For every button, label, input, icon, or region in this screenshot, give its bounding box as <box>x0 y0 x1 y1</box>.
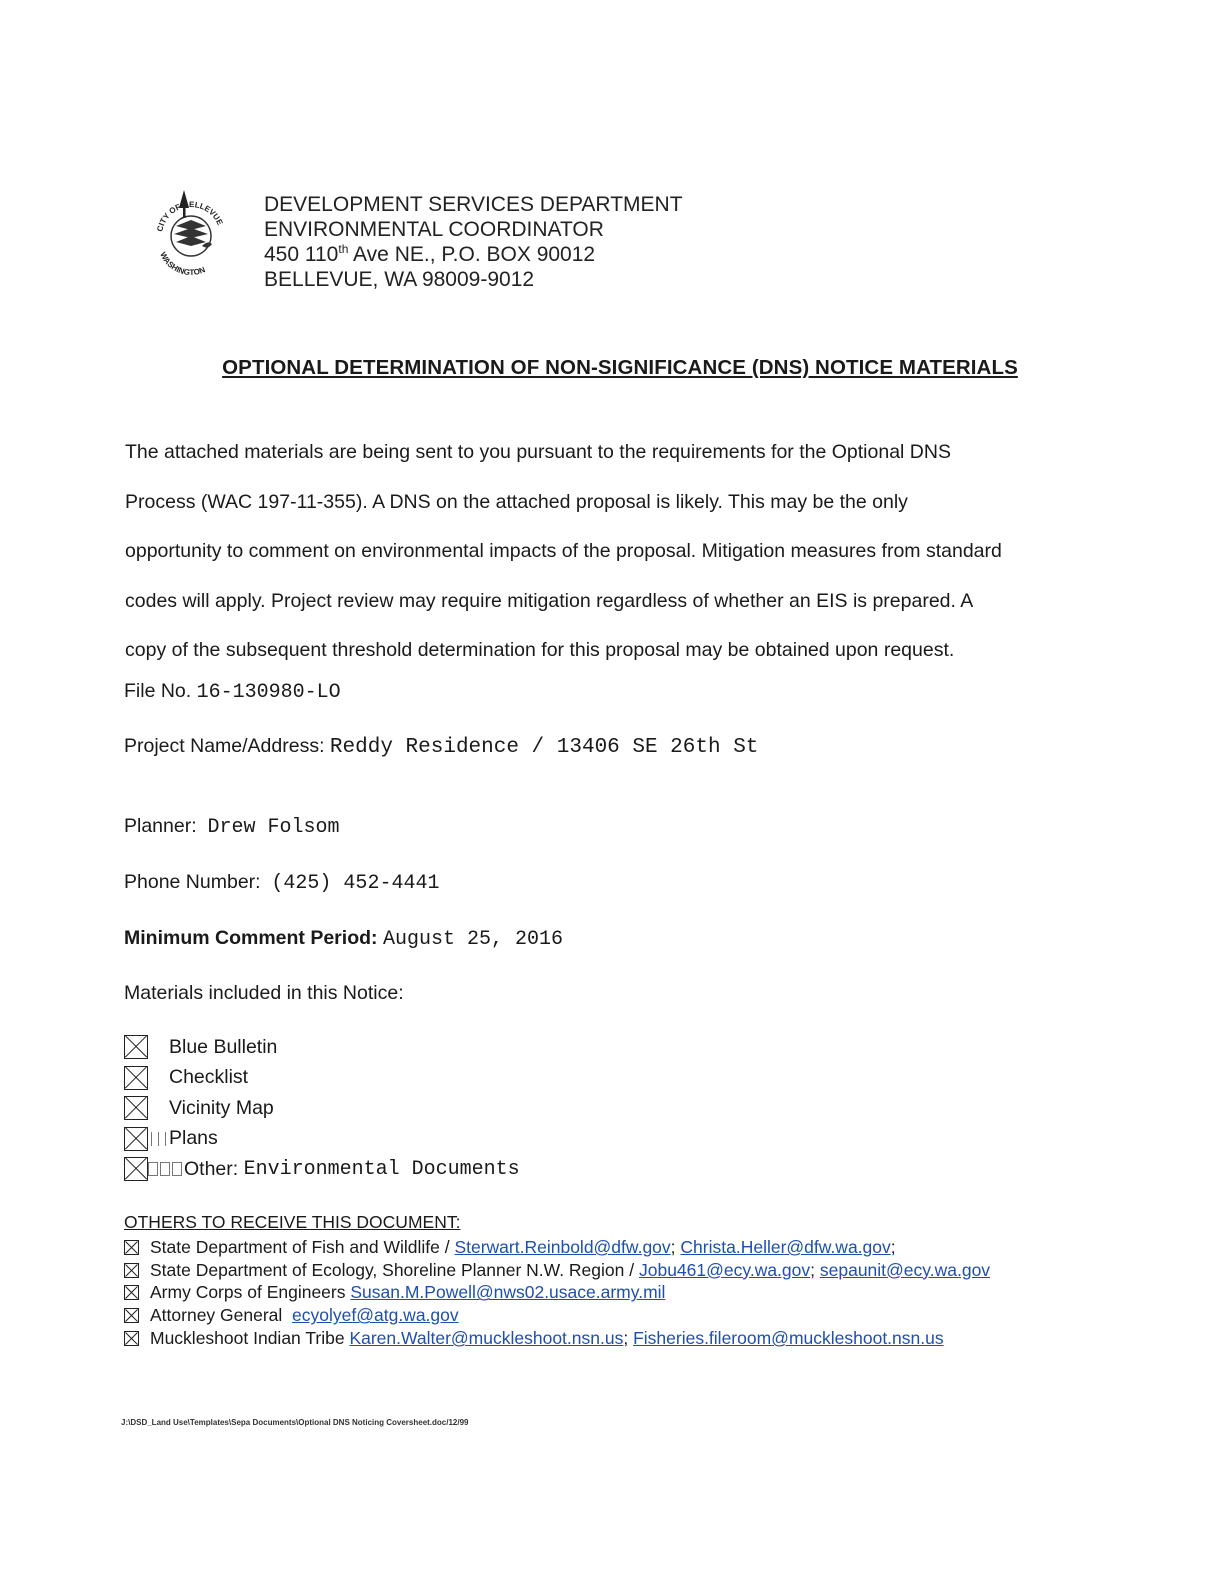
coordinator-title: ENVIRONMENTAL COORDINATOR <box>264 218 604 241</box>
material-item <box>124 1032 520 1063</box>
checked-box-icon[interactable] <box>124 1096 148 1120</box>
city-address: BELLEVUE, WA 98009-9012 <box>264 268 535 291</box>
recipient-name: Attorney General <box>150 1305 283 1326</box>
checked-box-icon[interactable] <box>124 1240 139 1255</box>
recipients-list <box>124 1236 990 1350</box>
file-number-field <box>124 680 341 704</box>
email-link[interactable]: Jobu461@ecy.wa.gov <box>638 1259 811 1280</box>
project-field <box>124 735 758 759</box>
planner-label: Planner: <box>124 815 197 837</box>
material-label: Plans <box>169 1127 218 1150</box>
faint-mark-icon <box>151 1132 152 1146</box>
planner-field <box>124 815 340 839</box>
material-label: Checklist <box>169 1066 249 1089</box>
recipient-name: State Department of Ecology, Shoreline Planner N.W. Region / <box>150 1259 635 1280</box>
seal-bottom-text: WASHINGTON <box>158 250 207 278</box>
planner-value: Drew Folsom <box>207 816 340 839</box>
file-number-value: 16-130980-LO <box>196 681 341 704</box>
paragraph-line: Process (WAC 197-11-355). A DNS on the attached proposal is likely. This may be the only <box>125 490 908 513</box>
comment-period-value: August 25, 2016 <box>382 928 563 951</box>
material-item <box>124 1124 520 1155</box>
department-header <box>264 192 683 292</box>
file-number-label: File No. <box>124 680 192 702</box>
email-link[interactable]: Karen.Walter@muckleshoot.nsn.us <box>349 1328 624 1349</box>
email-link[interactable]: sepaunit@ecy.wa.gov <box>819 1259 991 1280</box>
empty-box-icon <box>148 1162 158 1176</box>
page-title: OPTIONAL DETERMINATION OF NON-SIGNIFICANCE (DNS) NOTICE MATERIALS <box>222 356 1018 379</box>
recipient-row: Muckleshoot Indian Tribe Karen.Walter@muckleshoot.nsn.us ; Fisheries.fileroom@muckleshoot.nsn.us <box>124 1327 990 1350</box>
checked-box-icon[interactable] <box>124 1331 139 1346</box>
checked-box-icon[interactable] <box>124 1263 139 1278</box>
checked-box-icon[interactable] <box>124 1127 148 1151</box>
recipient-name: Army Corps of Engineers <box>150 1282 346 1303</box>
phone-value: (425) 452-4441 <box>271 872 440 895</box>
seal-top-text: CITY OF BELLEVUE <box>155 199 225 233</box>
recipient-row: State Department of Fish and Wildlife / Sterwart.Reinbold@dfw.gov ; Christa.Heller@dfw.wa.gov ; <box>124 1236 990 1259</box>
email-link[interactable]: Fisheries.fileroom@muckleshoot.nsn.us <box>633 1328 944 1349</box>
recipient-row <box>124 1282 990 1305</box>
faint-mark-icon <box>158 1132 159 1146</box>
comment-period-label: Minimum Comment Period: <box>124 927 378 949</box>
others-heading: OTHERS TO RECEIVE THIS DOCUMENT: <box>124 1212 461 1232</box>
paragraph-line: codes will apply. Project review may require mitigation regardless of whether an EIS is prepared. A <box>125 589 974 612</box>
project-label: Project Name/Address: <box>124 735 325 757</box>
checked-box-icon[interactable] <box>124 1066 148 1090</box>
checked-box-icon[interactable] <box>124 1308 139 1323</box>
recipient-row: State Department of Ecology, Shoreline Planner N.W. Region / Jobu461@ecy.wa.gov ; sepaunit@ecy.wa.gov <box>124 1259 990 1282</box>
checked-box-icon[interactable] <box>124 1035 148 1059</box>
materials-label: Materials included in this Notice: <box>124 982 404 1004</box>
email-link[interactable]: Christa.Heller@dfw.wa.gov <box>680 1236 891 1257</box>
other-label: Other: <box>184 1157 239 1180</box>
email-link[interactable]: Susan.M.Powell@nws02.usace.army.mil <box>350 1282 666 1303</box>
material-item <box>124 1093 520 1124</box>
template-path-footer: J:\DSD_Land Use\Templates\Sepa Documents\Optional DNS Noticing Coversheet.doc/12/99 <box>121 1418 469 1427</box>
street-address: 450 110th Ave NE., P.O. BOX 90012 <box>264 242 596 266</box>
material-item-other <box>124 1154 520 1185</box>
empty-box-icon <box>172 1162 182 1176</box>
recipient-name: Muckleshoot Indian Tribe <box>150 1328 345 1349</box>
empty-box-icon <box>160 1162 170 1176</box>
recipient-name: State Department of Fish and Wildlife / <box>150 1236 450 1257</box>
paragraph-line: opportunity to comment on environmental impacts of the proposal. Mitigation measures from standard <box>125 540 1002 562</box>
material-item <box>124 1063 520 1094</box>
other-value: Environmental Documents <box>243 1157 520 1181</box>
department-name: DEVELOPMENT SERVICES DEPARTMENT <box>264 193 683 216</box>
email-link[interactable]: ecyolyef@atg.wa.gov <box>292 1305 459 1326</box>
city-seal-logo <box>150 186 232 278</box>
phone-label: Phone Number: <box>124 871 261 893</box>
email-link[interactable]: Sterwart.Reinbold@dfw.gov <box>454 1236 671 1257</box>
material-label: Vicinity Map <box>169 1096 274 1119</box>
checked-box-icon[interactable] <box>124 1157 148 1181</box>
faint-mark-icon <box>165 1132 166 1146</box>
recipient-row <box>124 1304 990 1327</box>
materials-checklist <box>124 1032 520 1185</box>
comment-period-field <box>124 927 563 951</box>
material-label: Blue Bulletin <box>169 1035 278 1058</box>
phone-field <box>124 871 439 895</box>
project-value: Reddy Residence / 13406 SE 26th St <box>329 736 759 759</box>
notice-paragraph <box>125 428 1125 676</box>
checked-box-icon[interactable] <box>124 1285 139 1300</box>
paragraph-line: The attached materials are being sent to you pursuant to the requirements for the Optional DNS <box>125 441 951 463</box>
paragraph-line: copy of the subsequent threshold determination for this proposal may be obtained upon request. <box>125 639 955 661</box>
